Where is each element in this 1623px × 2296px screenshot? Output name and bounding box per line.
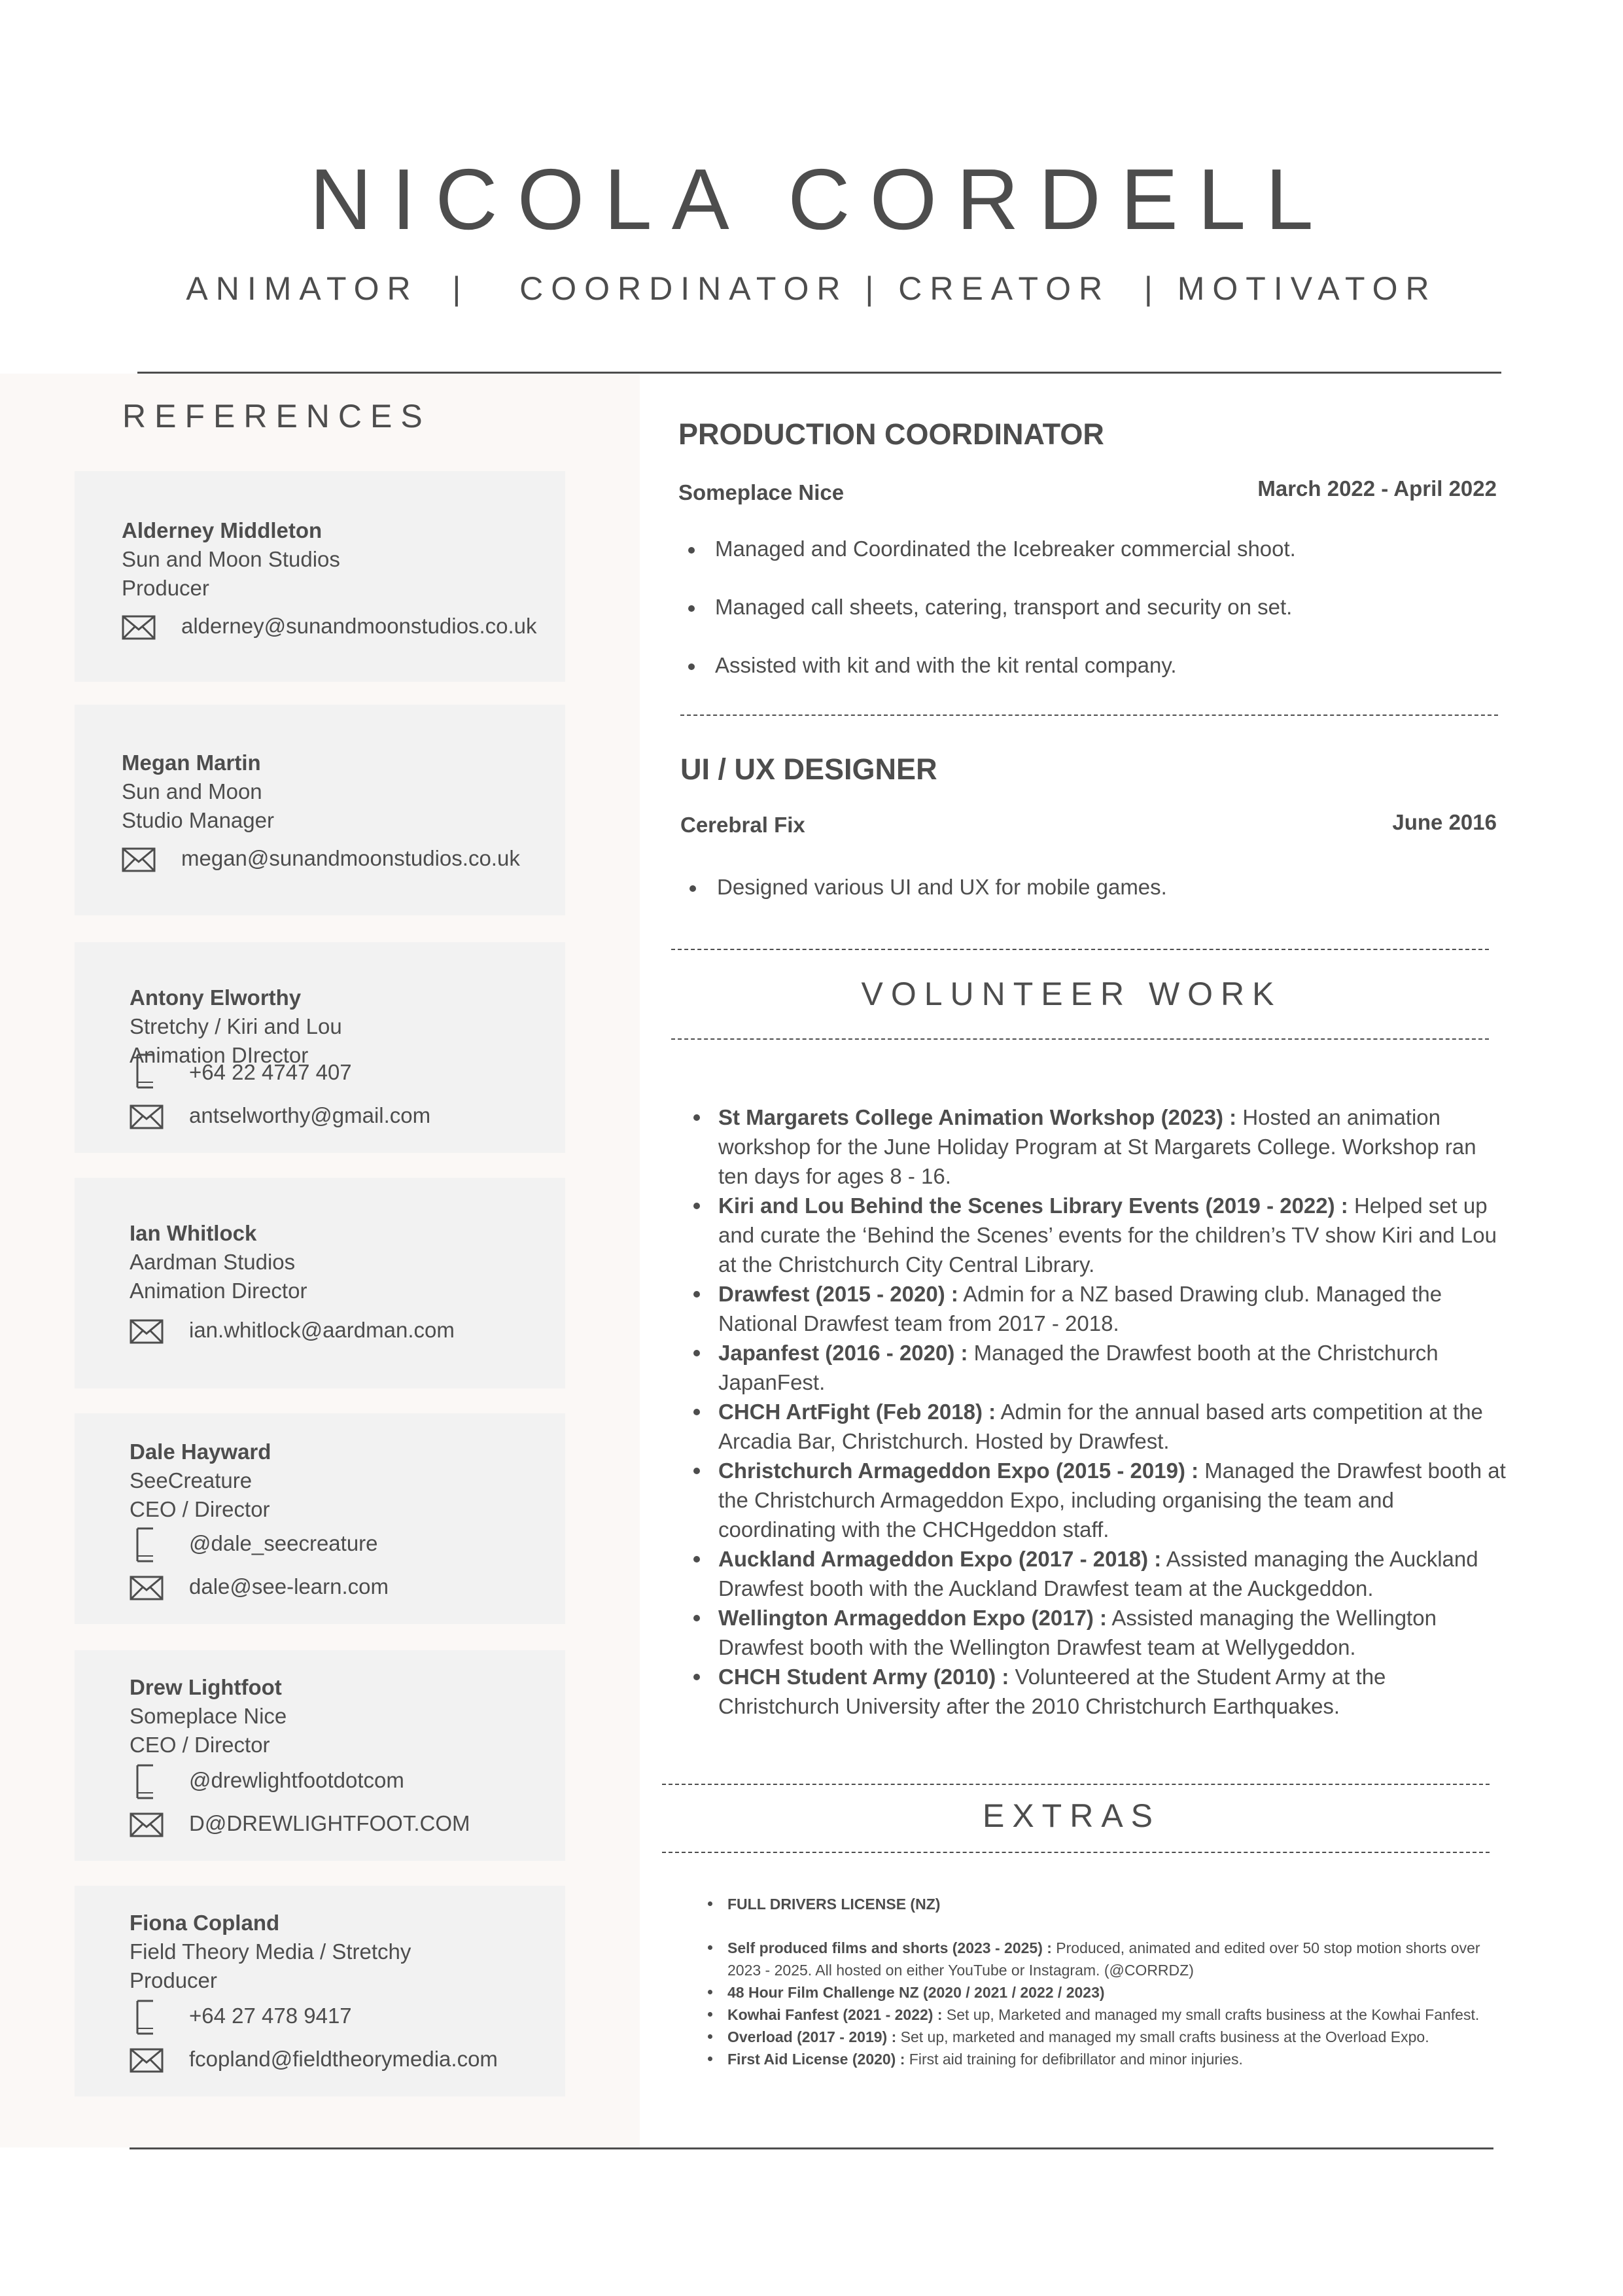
extras-item: Overload (2017 - 2019) : Set up, marketed and managed my small crafts business at the Overload Expo.: [727, 2026, 1512, 2048]
phone-icon: [133, 1052, 157, 1090]
reference-role: Animation Director: [130, 1279, 307, 1303]
section-divider: [671, 1038, 1489, 1040]
email-icon: [130, 1104, 164, 1129]
email-icon: [122, 615, 156, 640]
bullet-dot: [689, 885, 696, 892]
reference-card: [75, 942, 565, 1153]
volunteer-item: CHCH ArtFight (Feb 2018) : Admin for the annual based arts competition at the Arcadia Bar, Christchurch. Hosted by Drawfest.: [718, 1397, 1510, 1456]
extras-license-list: [727, 1893, 1512, 1915]
reference-phone[interactable]: +64 27 478 9417: [189, 2004, 352, 2028]
job-dates: March 2022 - April 2022: [1257, 476, 1497, 501]
extras-item: 48 Hour Film Challenge NZ (2020 / 2021 / 2022 / 2023): [727, 1981, 1512, 2004]
reference-card: [75, 1178, 565, 1388]
reference-role: CEO / Director: [130, 1497, 270, 1521]
job-bullet: Assisted with kit and with the kit rental company.: [715, 653, 1177, 677]
volunteer-item: St Margarets College Animation Workshop (2023) : Hosted an animation workshop for the June Holiday Program at St Margarets College. Workshop ran ten days for ages 8 - 16.: [718, 1103, 1510, 1191]
reference-name: Drew Lightfoot: [130, 1675, 282, 1699]
volunteer-heading: VOLUNTEER WORK: [861, 976, 1282, 1012]
reference-name: Dale Hayward: [130, 1439, 271, 1464]
reference-name: Ian Whitlock: [130, 1221, 257, 1245]
reference-card: [75, 705, 565, 915]
reference-email[interactable]: ian.whitlock@aardman.com: [189, 1318, 455, 1342]
email-icon: [130, 1812, 164, 1837]
extras-item: Self produced films and shorts (2023 - 2025) : Produced, animated and edited over 50 stop motion shorts over 2023 - 2025. All hosted on either YouTube or Instagram. (@CORRDZ): [727, 1937, 1512, 1981]
volunteer-list: [718, 1103, 1510, 1721]
volunteer-item: Kiri and Lou Behind the Scenes Library Events (2019 - 2022) : Helped set up and curate the ‘Behind the Scenes’ events for the children’s TV show Kiri and Lou at the Christchurch City Central Library.: [718, 1191, 1510, 1279]
references-heading: REFERENCES: [122, 398, 431, 434]
reference-card: [75, 471, 565, 682]
job-bullet: Designed various UI and UX for mobile games.: [717, 875, 1167, 899]
job-title: PRODUCTION COORDINATOR: [678, 417, 1104, 451]
bullet-dot: [688, 547, 695, 554]
reference-role: CEO / Director: [130, 1733, 270, 1757]
extras-item: Kowhai Fanfest (2021 - 2022) : Set up, Marketed and managed my small crafts business at the Kowhai Fanfest.: [727, 2004, 1512, 2026]
reference-name: Fiona Copland: [130, 1911, 280, 1935]
extras-list: [727, 1937, 1512, 2070]
email-icon: [130, 1319, 164, 1344]
applicant-tagline: ANIMATOR | COORDINATOR | CREATOR | MOTIVATOR: [186, 270, 1437, 307]
reference-social-handle[interactable]: @dale_seecreature: [189, 1531, 378, 1555]
reference-card: [75, 1650, 565, 1861]
volunteer-item: Drawfest (2015 - 2020) : Admin for a NZ based Drawing club. Managed the National Drawfest team from 2017 - 2018.: [718, 1279, 1510, 1338]
reference-name: Antony Elworthy: [130, 985, 302, 1010]
job-bullet: Managed and Coordinated the Icebreaker commercial shoot.: [715, 537, 1296, 561]
job-dates: June 2016: [1392, 810, 1497, 834]
volunteer-item: CHCH Student Army (2010) : Volunteered at the Student Army at the Christchurch University after the 2010 Christchurch Earthquakes.: [718, 1662, 1510, 1721]
reference-email[interactable]: dale@see-learn.com: [189, 1574, 389, 1598]
reference-company: Stretchy / Kiri and Lou: [130, 1014, 342, 1038]
bullet-dot: [688, 605, 695, 612]
job-company: Someplace Nice: [678, 480, 845, 504]
reference-company: Sun and Moon Studios: [122, 547, 340, 571]
extras-heading: EXTRAS: [982, 1797, 1161, 1834]
volunteer-item: Japanfest (2016 - 2020) : Managed the Drawfest booth at the Christchurch JapanFest.: [718, 1338, 1510, 1397]
job-title: UI / UX DESIGNER: [680, 752, 937, 786]
reference-name: Megan Martin: [122, 751, 261, 775]
phone-icon: [133, 1526, 157, 1564]
extras-item: FULL DRIVERS LICENSE (NZ): [727, 1893, 1512, 1915]
job-company: Cerebral Fix: [680, 813, 805, 837]
footer-divider: [130, 2147, 1493, 2149]
reference-role: Producer: [130, 1968, 217, 1992]
reference-phone[interactable]: +64 22 4747 407: [189, 1060, 352, 1084]
reference-company: SeeCreature: [130, 1468, 253, 1492]
reference-email[interactable]: D@DREWLIGHTFOOT.COM: [189, 1811, 470, 1835]
job-bullet: Managed call sheets, catering, transport and security on set.: [715, 595, 1293, 619]
email-icon: [130, 1576, 164, 1600]
section-divider: [671, 949, 1489, 950]
reference-social-handle[interactable]: @drewlightfootdotcom: [189, 1768, 404, 1792]
reference-card: [75, 1413, 565, 1624]
reference-role: Producer: [122, 576, 209, 600]
section-divider: [662, 1852, 1490, 1853]
phone-icon: [133, 1998, 157, 2036]
reference-email[interactable]: fcopland@fieldtheorymedia.com: [189, 2047, 498, 2071]
reference-email[interactable]: antselworthy@gmail.com: [189, 1103, 431, 1127]
reference-role: Studio Manager: [122, 808, 274, 832]
reference-company: Aardman Studios: [130, 1250, 296, 1274]
volunteer-item: Christchurch Armageddon Expo (2015 - 2019) : Managed the Drawfest booth at the Christchurch Armageddon Expo, including organising the team and coordinating with the CHCHgeddon staff.: [718, 1456, 1510, 1544]
reference-name: Alderney Middleton: [122, 518, 323, 542]
reference-email[interactable]: megan@sunandmoonstudios.co.uk: [181, 846, 520, 870]
section-divider: [680, 715, 1498, 716]
reference-company: Someplace Nice: [130, 1704, 287, 1728]
volunteer-item: Wellington Armageddon Expo (2017) : Assisted managing the Wellington Drawfest booth with the Wellington Drawfest team at Wellygeddon.: [718, 1603, 1510, 1662]
applicant-name: NICOLA CORDELL: [309, 151, 1333, 247]
extras-item: First Aid License (2020) : First aid training for defibrillator and minor injuries.: [727, 2048, 1512, 2070]
section-divider: [662, 1784, 1490, 1785]
reference-company: Sun and Moon: [122, 779, 262, 804]
email-icon: [122, 847, 156, 872]
reference-role: Animation DIrector: [130, 1043, 309, 1067]
volunteer-item: Auckland Armageddon Expo (2017 - 2018) : Assisted managing the Auckland Drawfest booth with the Auckland Drawfest team at the Auckgeddon.: [718, 1544, 1510, 1603]
email-icon: [130, 2048, 164, 2073]
bullet-dot: [688, 663, 695, 670]
phone-icon: [133, 1763, 157, 1801]
reference-company: Field Theory Media / Stretchy: [130, 1939, 411, 1964]
reference-card: [75, 1886, 565, 2096]
reference-email[interactable]: alderney@sunandmoonstudios.co.uk: [181, 614, 537, 638]
